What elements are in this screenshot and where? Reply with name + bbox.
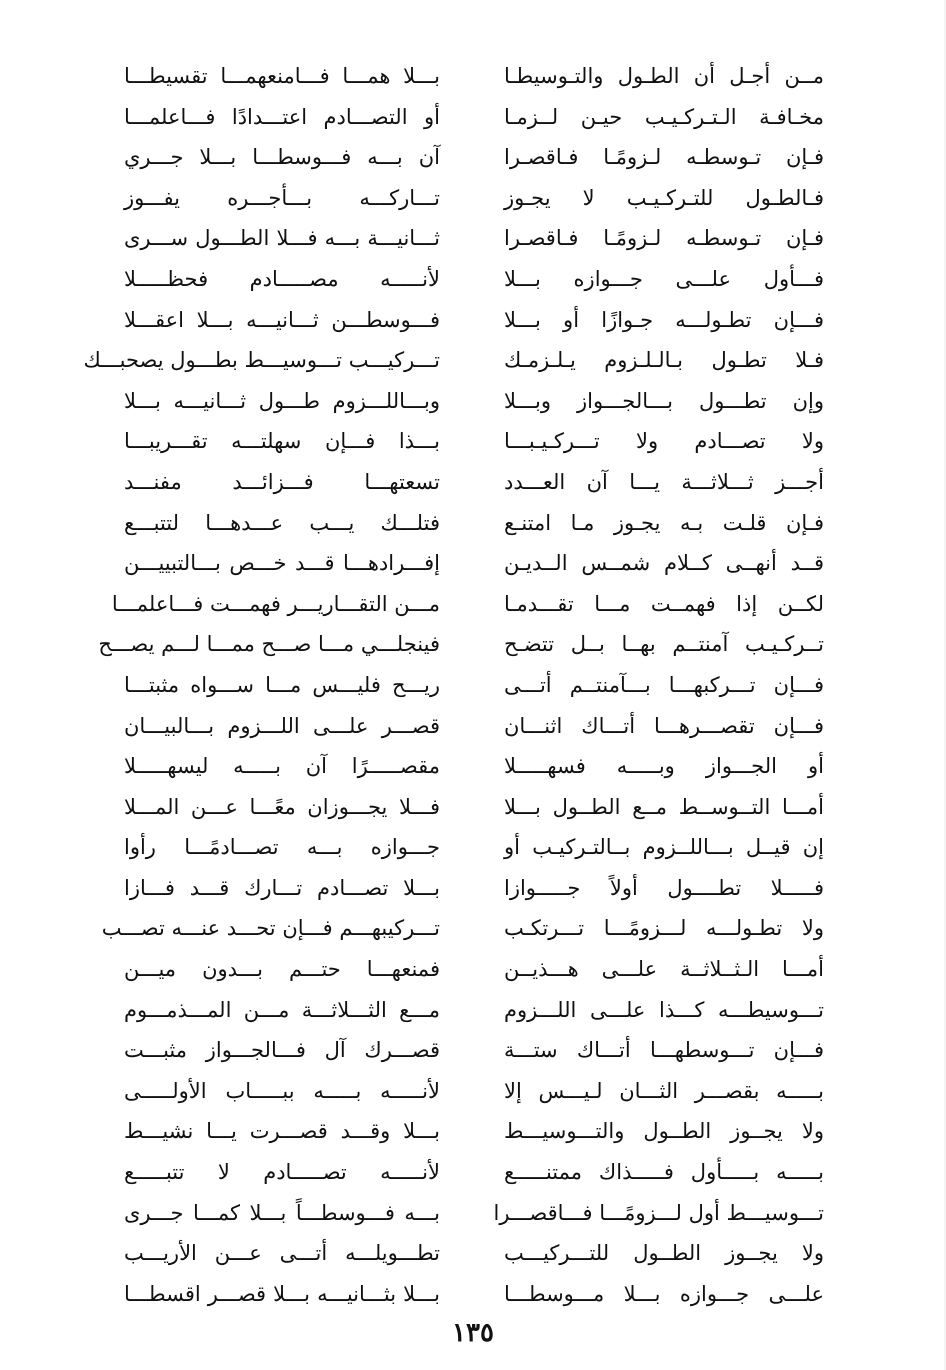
left-column-verse: جـــوازه بـــه تصـــادمًـــا رأوا — [124, 835, 440, 860]
left-column-verse: بـــلا تصـــادم تـــارك قـــد فـــازا — [124, 875, 440, 900]
right-column-verse: تــركـيـب آمنتــم بهــا بــل تتضـح — [504, 632, 824, 657]
right-column — [493, 56, 830, 1314]
left-column-verse: بـــلا بثـــانيـــه بـــلا قصـــر اقسطـــا — [124, 1281, 440, 1306]
left-column-verse: وبـــاللـــزوم طـــول ثـــانيـــه بـــلا — [124, 388, 440, 413]
right-column-verse: ولا يجــوز الطــول للتـــركيـــب — [504, 1241, 824, 1266]
left-column-verse: ريـــح فليـــس مـــا ســـواه مثبتـــا — [124, 672, 440, 697]
right-column-verse: فـــإن تطـولـــه جـوازًا أو بـــلا — [504, 307, 824, 332]
right-column-verse: علـــى جـــوازه بـــلا مـــوسطـــا — [504, 1281, 824, 1306]
right-column-verse: أمـــا التــوســط مــع الطــول بـــلا — [504, 794, 824, 819]
left-column-verse: بـــلا وقـــد قصـــرت يـــا نشيـــط — [124, 1119, 440, 1144]
left-column-verse: بـــه فـــوسطـــاً بـــلا كمـــا جـــرى — [124, 1200, 440, 1225]
right-column-verse: فـــــلا تطــــول أولاً جـــــوازا — [504, 875, 824, 900]
left-column-verse: مـــن التقـــاريـــر فهمـــت فـــاعلمـــا — [111, 591, 440, 616]
left-column-verse: ثـــانيـــة بـــه فـــلا الطـــول ســـرى — [124, 226, 440, 251]
left-column-verse: مقصـــــرًا آن بـــــه ليسهـــــلا — [124, 754, 440, 779]
right-column-verse: وإن تطـــول بـــالجـــواز وبـــلا — [504, 388, 824, 413]
left-column-verse: إفـــرادهـــا قـــد خـــص بـــالتبييـــن — [124, 551, 440, 576]
left-column-verse: مـــع الثـــلاثـــة مـــن المـــذمـــوم — [124, 997, 440, 1022]
right-column-verse: أو الجـــواز وبـــــه فسهـــــلا — [504, 754, 824, 779]
right-column-verse: فـلا تطـول بـالـلـزوم يـلـزمـك — [504, 348, 824, 373]
right-column-verse: فـــأول علـــى جـــوازه بـــلا — [504, 266, 824, 291]
left-column-verse: فتلـــك يـــب عـــدهـــا لتتبـــع — [124, 510, 440, 535]
right-column-verse: أجـــز ثـــلاثـــة يـــا آن العـــدد — [504, 469, 824, 494]
left-column-verse: قصـــرك آل فـــالجـــواز مثبـــت — [124, 1038, 440, 1063]
right-column-verse: فـــإن تقصـــرهـــا أتـــاك اثنـــان — [504, 713, 824, 738]
right-column-verse: فـإن تـوسطـه لـزومًـا فـاقصـرا — [504, 145, 824, 170]
right-column-verse: تـــوسيطـــه كـــذا علـــى اللـــزوم — [504, 997, 824, 1022]
poem-body — [83, 56, 830, 1314]
left-column-verse: تطـــويلـــه أتـــى عـــن الأريـــب — [124, 1241, 440, 1266]
left-column-verse: فينجلـــي مـــا صـــح ممـــا لـــم يصـــح — [98, 632, 440, 657]
left-column-verse: بـــذا فـــإن سهلتـــه تقـــريبـــا — [124, 429, 440, 454]
right-column-verse: لكــن إذا فهمــت مـــا تقـــدمـا — [504, 591, 824, 616]
right-column-verse: مخـافـة الـتـركـيـب حيـن لــزمـا — [504, 104, 824, 129]
right-column-verse: بـــــه بقصـــر الثـــان لـيـــس إلا — [504, 1078, 824, 1103]
left-column-verse: تسعتهـــا فـــزائـــد مفنـــد — [124, 469, 440, 494]
right-column-verse: فـالطـول للتـركـيـب لا يجـوز — [504, 185, 824, 210]
left-column-verse: أو التصـــادم اعتـــدادًا فـــاعلمـــا — [124, 104, 440, 129]
left-column-verse: تـــركيبهـــم فـــإن تحـــد عنـــه تصـــب — [101, 916, 440, 941]
left-column-verse: تـــركيـــب تـــوسيـــط بطـــول يصحبـــك — [83, 348, 440, 373]
right-column-verse: بـــــه بـــــأول فـــــذاك ممتنـــــع — [504, 1160, 824, 1185]
page-number: ١٣٥ — [452, 1318, 494, 1348]
left-column-verse: بـــلا همـــا فـــامنعهمـــا تقسيطـــا — [124, 64, 440, 88]
right-column-verse: مــن أجـل أن الطـول والتـوسيطـا — [504, 64, 824, 88]
right-column-verse: فـــإن تـــركبهـــا بـــآمنتــم أتـــى — [504, 672, 824, 697]
right-column-verse: أمـــا الـثــلاثــة علـــى هـــذيــن — [504, 957, 824, 982]
left-column-verse: لأنـــــه بـــــه ببـــــاب الأولـــــى — [124, 1078, 440, 1103]
left-column-verse: لأنـــــه مصـــــادم فحظـــــلا — [124, 266, 440, 291]
left-column-verse: آن بـــه فـــوسطـــا بـــلا جـــري — [124, 145, 440, 170]
right-column-verse: فـــإن تـــوسطهـــا أتـــاك ستـــة — [504, 1038, 824, 1063]
right-column-verse: فـإن قلـت بـه يجـوز مـا امتنـع — [504, 510, 824, 535]
left-column-verse: فمنعهـــا حتـــم بـــدون ميـــن — [124, 957, 440, 982]
right-column-verse: ولا يجــوز الطــول والتـــوسيـــط — [504, 1119, 824, 1144]
left-column-verse: فـــوسطـــن ثـــانيـــه بـــلا اعقـــلا — [124, 307, 440, 332]
right-column-verse: تـــوسيـــط أول لـــزومًـــا فـــاقصـــرا — [493, 1200, 824, 1225]
right-column-verse: ولا تصـــادم ولا تـــركـيـبـــا — [504, 429, 824, 454]
right-column-verse: قــد أنهــى كــلام شمــس الــديـن — [504, 551, 824, 576]
right-column-verse: إن قيــل بـــاللــزوم بــالتـركيـب أو — [504, 835, 824, 860]
left-column-verse: قصـــر علـــى اللـــزوم بـــالبيـــان — [124, 713, 440, 738]
left-column-verse: تـــاركـــه بـــأجـــره يفـــوز — [124, 185, 440, 210]
left-column-verse: لأنـــــه تصـــــادم لا تتبـــــع — [124, 1160, 440, 1185]
right-column-verse: ولا تطـولـــه لـــزومًـــا تـــرتكـب — [504, 916, 824, 941]
left-column — [83, 56, 440, 1314]
left-column-verse: فـــلا يجـــوزان معًـــا عـــن المـــلا — [124, 794, 440, 819]
right-column-verse: فـإن تـوسطـه لـزومًـا فـاقصـرا — [504, 226, 824, 251]
